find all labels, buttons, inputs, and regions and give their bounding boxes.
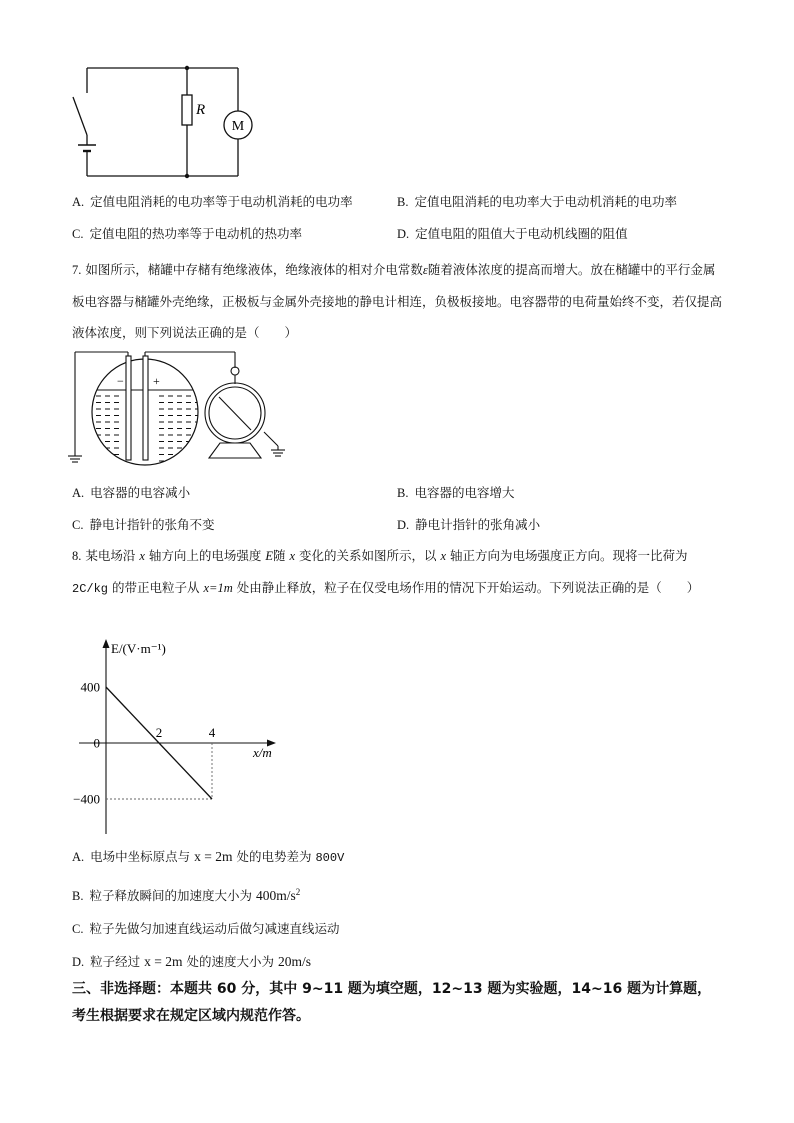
y-tick-label: −400 (73, 791, 100, 807)
q8-stem-part7: 处由静止释放，粒子在仅受电场作用的情况下开始运动。下列说法正确的是（ ） (232, 580, 700, 595)
q8-stem-part6: 的带正电粒子从 (108, 580, 204, 595)
circuit-figure (60, 55, 270, 190)
motor-label: M (231, 119, 245, 134)
option-key: B. (397, 486, 409, 500)
y-tick-label: 0 (93, 735, 100, 751)
option-text: 粒子先做匀加速直线运动后做匀减速直线运动 (89, 921, 340, 936)
q8-stem-part3: 随 (273, 548, 290, 563)
q7-stem-part1: 如图所示，槠罐中存槠有绝缘液体，绝缘液体的相对介电常数 (85, 262, 423, 277)
option-key: A. (72, 850, 85, 864)
option-key: B. (72, 889, 84, 904)
q6-option-d[interactable] (397, 226, 628, 242)
option-text: 电容器的电容增大 (414, 485, 515, 500)
question-number: 8. (72, 549, 82, 563)
q6-option-b[interactable] (397, 194, 677, 210)
option-text: 定值电阻消耗的电功率等于电动机消耗的电功率 (90, 194, 353, 209)
q7-stem (72, 254, 722, 348)
charge-ratio: 2C/kg (72, 582, 109, 596)
e-x-chart (65, 636, 295, 836)
q8-stem-part2: 轴方向上的电场强度 (144, 548, 266, 563)
q7-stem-part2: 随着液体浓度的提高而增大。放在槠罐中的平行金属板电容器与槠罐外壳绝缘，正极板与金属外壳接地的静电计相连，负极板接地。电容器带的电荷量始终不变，若仅提高液体浓度，则下列说法正确的是（ ） (72, 262, 723, 340)
option-text: 定值电阻消耗的电功率大于电动机消耗的电功率 (414, 194, 677, 209)
option-text: 粒子释放瞬间的加速度大小为 (89, 888, 256, 904)
resistor-label: R (196, 102, 206, 118)
option-superscript: 2 (295, 887, 301, 897)
x-variable: x (139, 549, 145, 563)
option-math: 400m/s (255, 888, 296, 904)
option-text: 电场中坐标原点与 (90, 849, 195, 864)
option-text: 电容器的电容减小 (90, 485, 191, 500)
x-variable: x (440, 549, 447, 563)
option-key: D. (72, 955, 85, 969)
q7-option-c[interactable] (72, 517, 214, 533)
q8-option-c[interactable] (72, 921, 339, 937)
q6-option-a[interactable] (72, 194, 353, 210)
q7-option-b[interactable] (397, 485, 514, 501)
option-key: D. (397, 518, 410, 532)
y-axis-label: E/(V·m⁻¹) (111, 641, 166, 656)
y-tick-label: 400 (80, 679, 100, 695)
x-tick-label: 4 (208, 725, 216, 740)
option-math: x = 2m (194, 849, 233, 864)
q8-option-a[interactable] (72, 849, 344, 866)
q8-stem-part1: 某电场沿 (85, 548, 140, 563)
option-key: C. (72, 518, 84, 532)
q7-option-a[interactable] (72, 485, 190, 501)
option-text: 静电计指针的张角减小 (415, 517, 541, 532)
option-key: D. (397, 227, 410, 241)
option-key: C. (72, 227, 84, 241)
option-math: x = 2m (144, 954, 183, 969)
q6-option-c[interactable] (72, 226, 302, 242)
option-text: 静电计指针的张角不变 (89, 517, 215, 532)
e-variable: E (265, 549, 273, 563)
option-key: C. (72, 922, 84, 936)
tank-electroscope-figure (65, 350, 305, 468)
option-text: 粒子经过 (90, 954, 145, 969)
q8-stem-part4: 变化的关系如图所示，以 (295, 548, 441, 563)
start-position: x=1m (203, 581, 233, 595)
y-axis-arrow (103, 639, 110, 648)
option-text: 处的速度大小为 (182, 954, 278, 969)
x-variable: x (289, 549, 296, 563)
q8-stem-part5: 轴正方向为电场强度正方向。现将一比荷为 (446, 548, 688, 563)
option-key: B. (397, 195, 409, 209)
epsilon-symbol: ε (422, 263, 428, 277)
q8-option-d[interactable] (72, 954, 311, 970)
question-number: 7. (72, 263, 82, 277)
plate-plus-label: + (153, 374, 160, 388)
option-text: 定值电阻的热功率等于电动机的热功率 (89, 226, 302, 241)
option-key: A. (72, 195, 85, 209)
option-text: 处的电势差为 (232, 849, 316, 864)
option-math: 20m/s (277, 954, 311, 969)
x-tick-label: 2 (155, 725, 163, 740)
q8-option-b[interactable] (72, 884, 300, 904)
option-key: A. (72, 486, 85, 500)
plate-minus-label: − (117, 374, 124, 388)
option-text: 定值电阻的阻值大于电动机线圈的阻值 (415, 226, 628, 241)
option-value: 800V (315, 851, 345, 865)
q8-stem (72, 540, 722, 605)
section-3-heading: 三、非选择题：本题共 60 分，其中 9~11 题为填空题，12~13 题为实验题，14~16 题为计算题，考生根据要求在规定区域内规范作答。 (72, 981, 712, 1024)
q7-option-d[interactable] (397, 517, 540, 533)
x-axis-label: x/m (253, 745, 272, 760)
